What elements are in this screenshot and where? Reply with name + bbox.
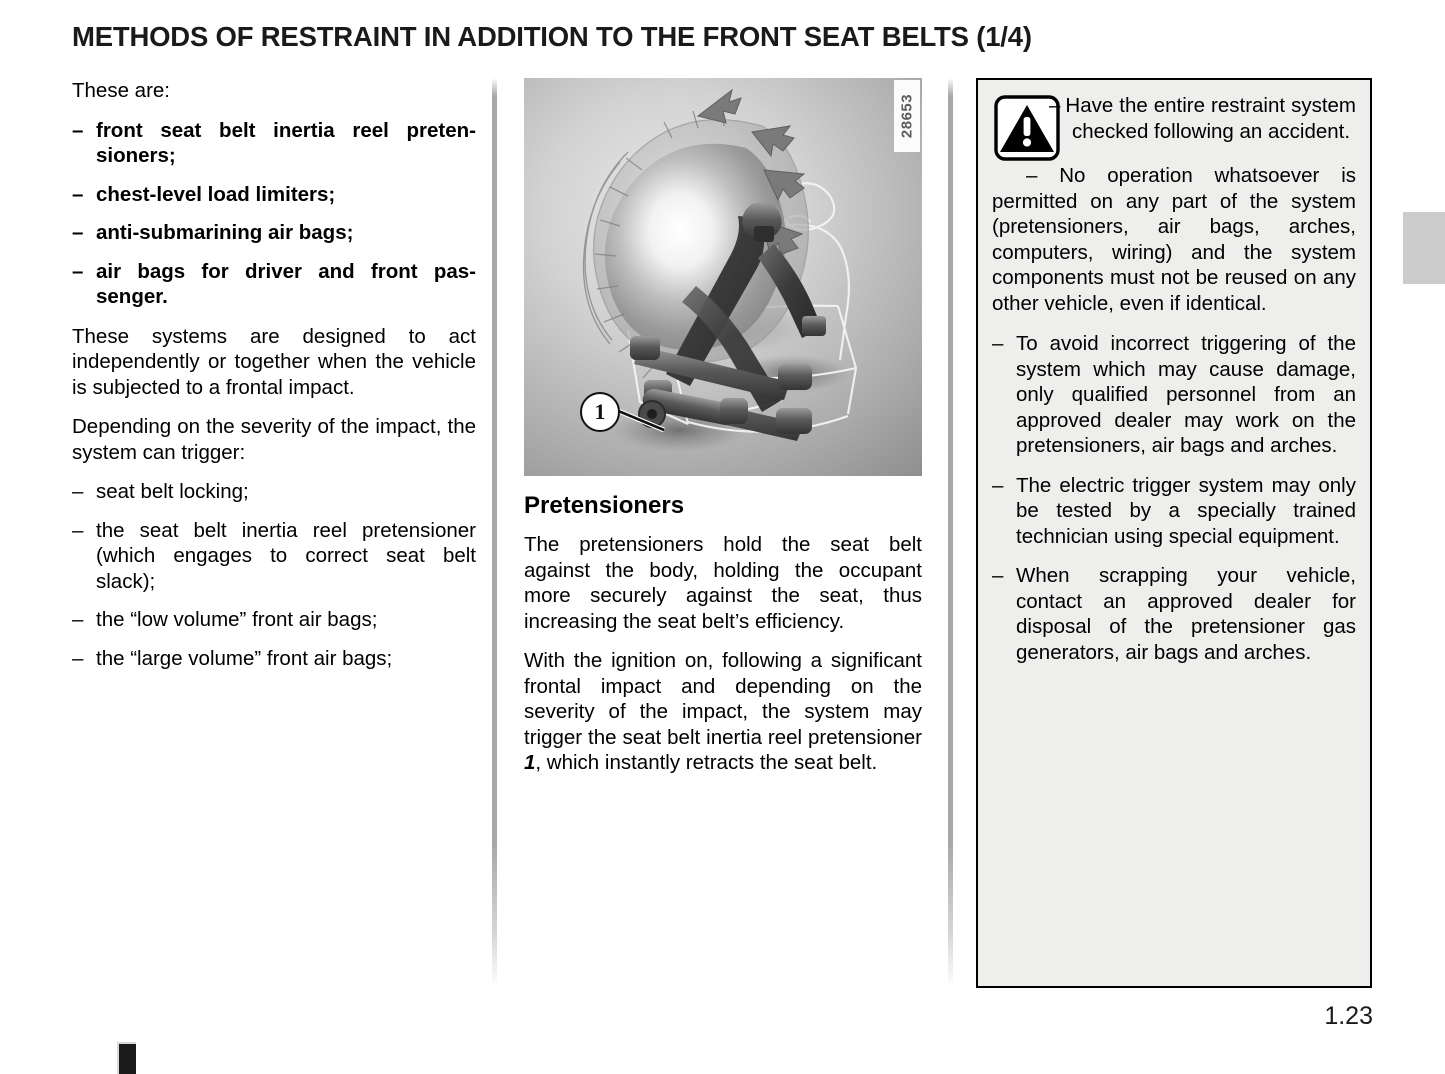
list-item bbox=[72, 220, 476, 246]
warning-item-1-label: Have the entire restraint system checked following an accident. bbox=[1065, 94, 1356, 143]
warning-item-2 bbox=[992, 163, 1356, 316]
warning-list bbox=[992, 331, 1356, 665]
warning-item-2-label: No operation whatsoever is permitted on any part of the system (pretensioners, air bags, arches, computers, wiring) and the system components must not be reused on any other vehicle, even if identical. bbox=[992, 164, 1356, 315]
page-title: METHODS OF RESTRAINT IN ADDITION TO THE FRONT SEAT BELTS (1/4) bbox=[72, 21, 1032, 52]
bullet-dash: – bbox=[992, 564, 1004, 587]
list-item bbox=[72, 479, 476, 505]
pretensioners-paragraph-2 bbox=[524, 648, 922, 776]
list-item bbox=[72, 518, 476, 595]
pretensioners-paragraph-1: The pretensioners hold the seat belt against the body, holding the occupant more securely against the seat, thus increasing the seat belt’s efficiency. bbox=[524, 533, 922, 633]
column-divider-left bbox=[492, 78, 497, 988]
bullet-dash: – bbox=[992, 473, 1004, 497]
paragraph-text-after: , which instantly retracts the seat belt. bbox=[535, 751, 878, 774]
systems-description-paragraph: These systems are designed to act independently or together when the vehicle is subjected to a frontal impact. bbox=[72, 324, 476, 399]
bullet-dash: – bbox=[72, 518, 84, 542]
figure-reference-number bbox=[894, 80, 920, 152]
list-item-label: the “low volume” front air bags; bbox=[96, 608, 378, 631]
list-item bbox=[72, 118, 476, 169]
bullet-dash: – bbox=[72, 608, 84, 631]
list-item-label: When scrapping your vehicle, contact an approved dealer for disposal of the pretensioner gas generators, air bags and arches. bbox=[1016, 564, 1356, 664]
list-item bbox=[72, 646, 476, 672]
list-item-label: chest-level load limiters; bbox=[96, 182, 336, 206]
bullet-dash: – bbox=[72, 182, 84, 206]
bullet-dash: – bbox=[1049, 94, 1061, 117]
paragraph-text-before: With the ignition on, following a significant frontal impact and depending on the severity of the impact, the system may trigger the seat belt inertia reel pretensioner bbox=[524, 649, 922, 749]
figure-reference-value: 28653 bbox=[898, 93, 916, 139]
bullet-dash: – bbox=[72, 221, 84, 244]
trigger-list bbox=[72, 479, 476, 671]
list-item-label: air bags for driver and front pas-senger. bbox=[96, 259, 476, 308]
list-item-label: To avoid incorrect triggering of the system which may cause damage, only qualified personnel from an approved dealer may work on the pretensioners, air bags and arches. bbox=[1016, 332, 1356, 457]
list-item bbox=[992, 473, 1356, 550]
bullet-dash: – bbox=[1026, 164, 1038, 187]
bullet-dash: – bbox=[72, 480, 84, 503]
list-item-label: front seat belt inertia reel preten-sioners; bbox=[96, 118, 476, 167]
list-item bbox=[72, 259, 476, 310]
middle-column bbox=[524, 78, 922, 776]
list-item bbox=[992, 331, 1356, 459]
list-item-label: the “large volume” front air bags; bbox=[96, 646, 393, 670]
warning-box bbox=[976, 78, 1372, 988]
bullet-dash: – bbox=[992, 332, 1004, 355]
list-item-label: the seat belt inertia reel pretensioner (which engages to correct seat belt slack); bbox=[96, 518, 476, 593]
trigger-intro-paragraph: Depending on the severity of the impact, the system can trigger: bbox=[72, 415, 476, 464]
list-item-label: anti-submarining air bags; bbox=[96, 221, 354, 244]
page-corner-mark bbox=[117, 1042, 136, 1074]
chapter-thumb-tab bbox=[1403, 212, 1445, 284]
page-number: 1.23 bbox=[1324, 1002, 1373, 1030]
figure-callout-1: 1 bbox=[580, 392, 620, 432]
column-divider-right bbox=[948, 78, 953, 988]
list-item bbox=[992, 563, 1356, 665]
left-column bbox=[72, 78, 476, 685]
list-item-label: The electric trigger system may only be tested by a specially trained technician using special equipment. bbox=[1016, 473, 1356, 548]
bullet-dash: – bbox=[72, 118, 84, 142]
item-number-emphasis: 1 bbox=[524, 751, 536, 774]
list-item-label: seat belt locking; bbox=[96, 480, 249, 503]
pretensioner-figure bbox=[524, 78, 922, 476]
section-heading-pretensioners: Pretensioners bbox=[524, 492, 685, 519]
bullet-dash: – bbox=[72, 259, 84, 283]
bullet-dash: – bbox=[72, 646, 84, 670]
list-item bbox=[72, 607, 476, 633]
list-item bbox=[72, 182, 476, 208]
intro-text: These are: bbox=[72, 79, 170, 102]
restraint-methods-list bbox=[72, 118, 476, 310]
